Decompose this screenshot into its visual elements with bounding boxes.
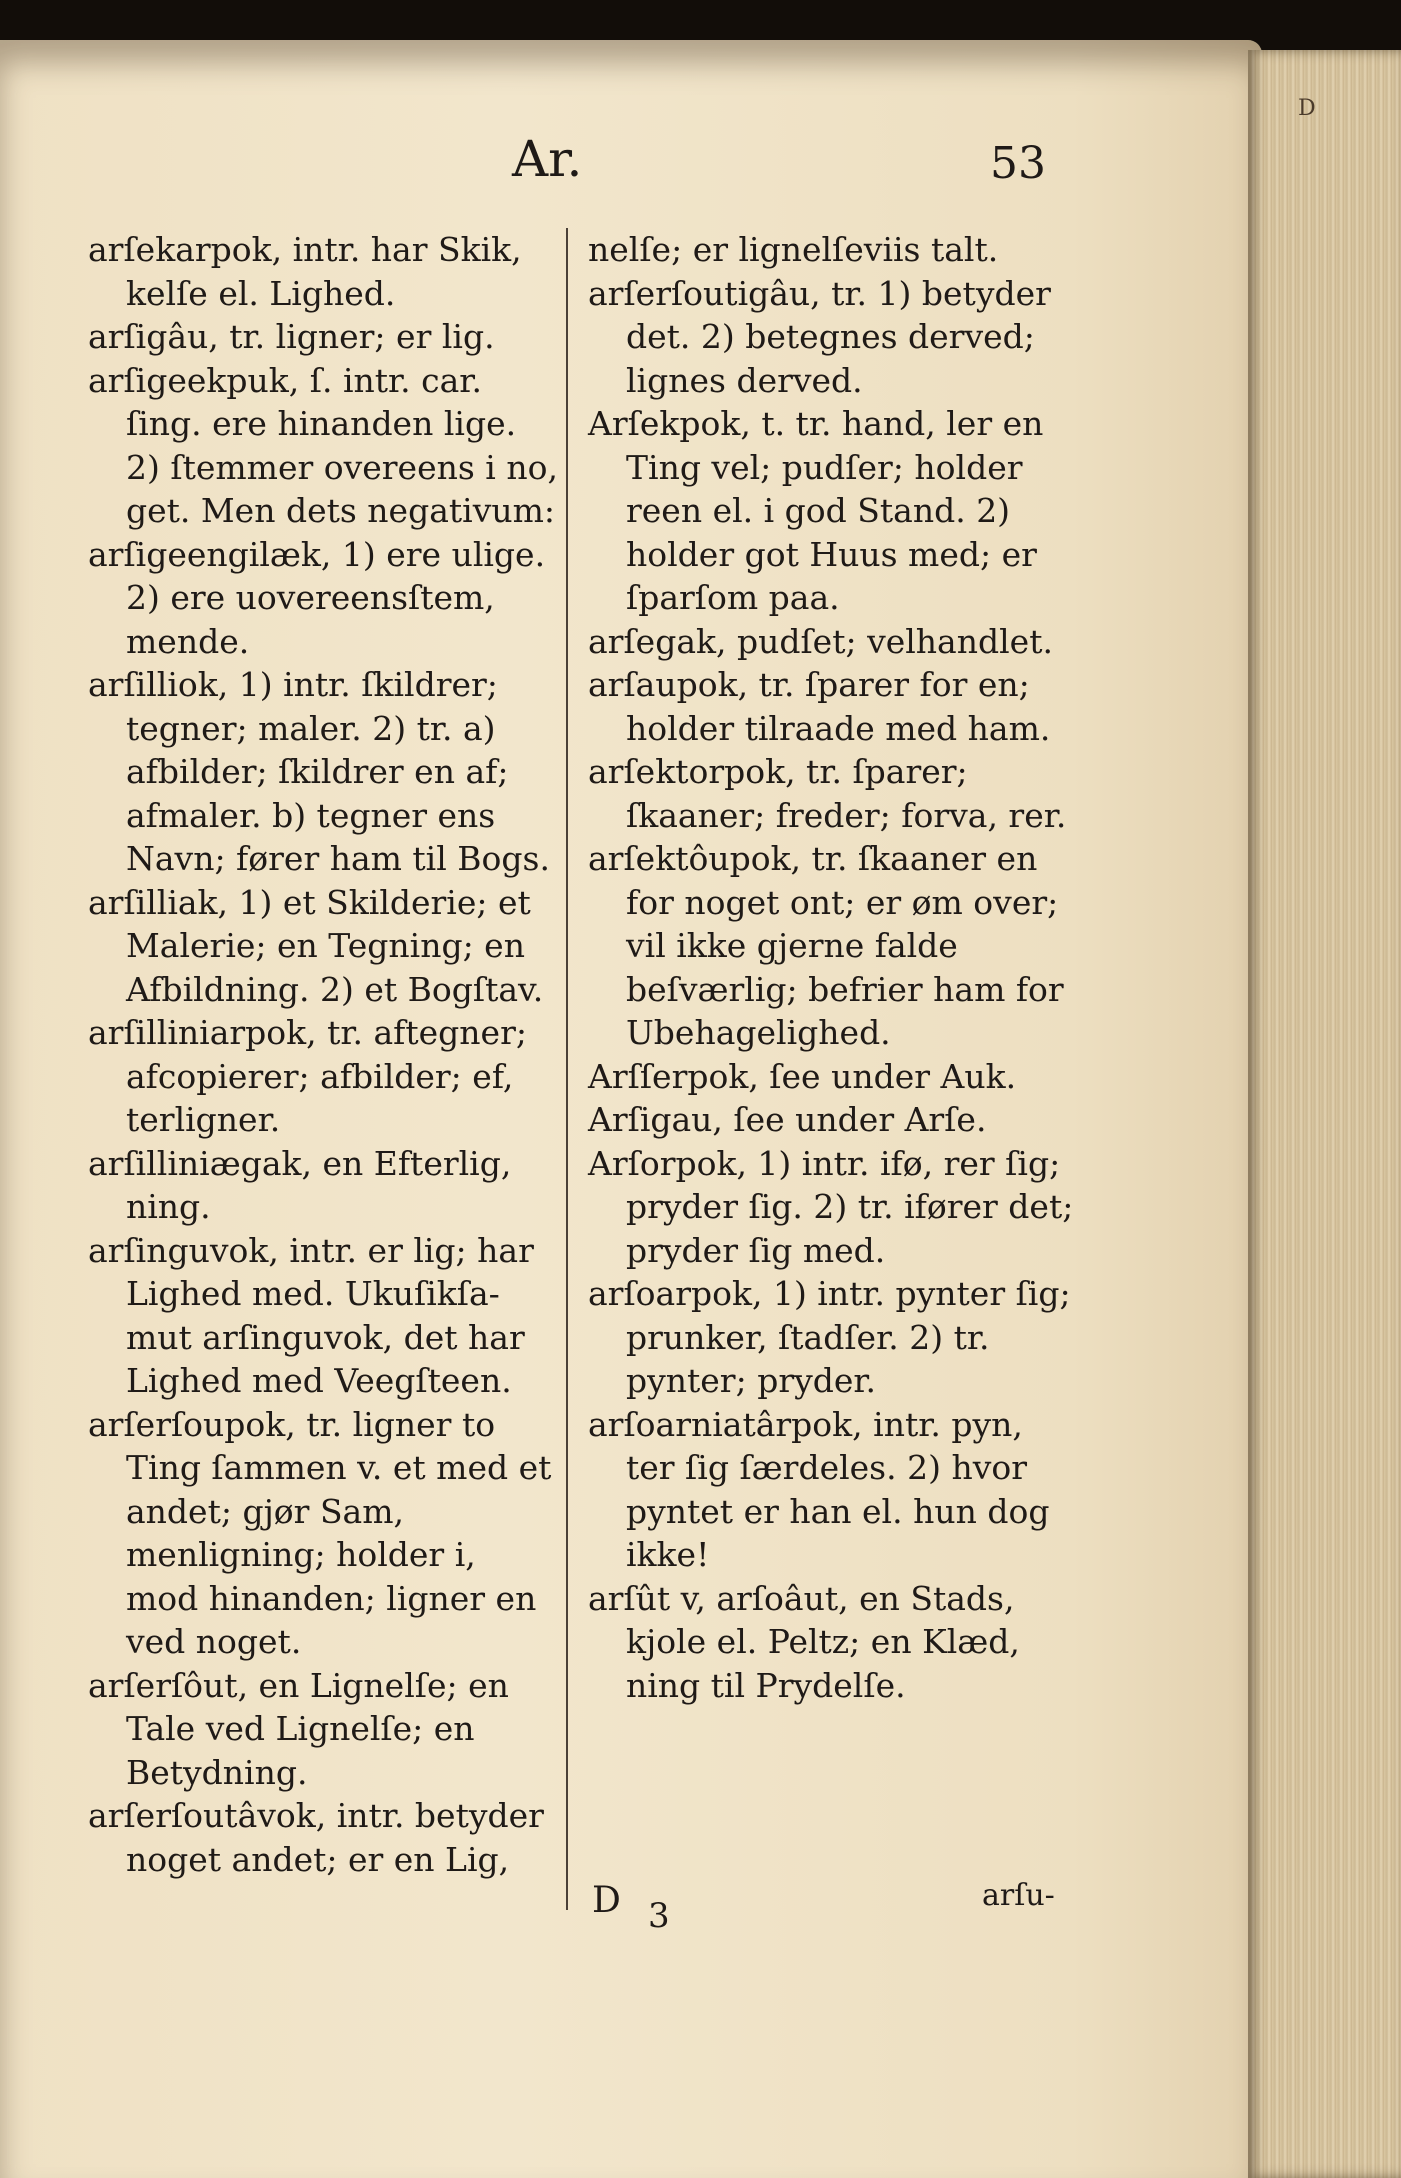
signature-mark: D [592,1880,621,1921]
entry: arſoarpok, 1) intr. pynter ſig; prunker, ſtadſer. 2) tr. pynter; pryder. [588,1274,1071,1400]
entry: arſoarniatârpok, intr. pyn, ter ſig ſærdeles. 2) hvor pyntet er han el. hun dog ikke! [588,1404,1050,1574]
left-column [88,228,558,1881]
entry: arſigeekpuk, ſ. intr. car. ſing. ere hinanden lige. 2) ſtemmer overeens i no, get. Men dets negativum: [88,360,558,530]
entry: arſektôupok, tr. ſkaaner en for noget ont; er øm over; vil ikke gjerne falde beſværlig; befrier ham for Ubehagelighed. [588,839,1064,1052]
page-number: 53 [990,138,1046,189]
entry: Arſorpok, 1) intr. ifø, rer ſig; pryder ſig. 2) tr. ifører det; pryder ſig med. [588,1143,1074,1270]
entry: arſilliniarpok, tr. aftegner; afcopierer; afbilder; ef, terligner. [88,1013,527,1139]
entry: arſerſoutâvok, intr. betyder noget andet; er en Lig, [88,1796,544,1879]
entry: Arſigau, ſee under Arſe. [588,1100,987,1139]
entry: arſerſoutigâu, tr. 1) betyder det. 2) betegnes derved; lignes derved. [588,273,1051,400]
right-column [588,228,1074,1707]
column-rule [566,228,568,1910]
entry: arſaupok, tr. ſparer for en; holder tilraade med ham. [588,665,1051,748]
entry: Arſſerpok, ſee under Auk. [588,1056,1017,1096]
entry: arſinguvok, intr. er lig; har Lighed med. Ukuſikſa- mut arſinguvok, det har Lighed med Veegſteen. [88,1230,534,1400]
edge-mark: D [1298,96,1316,121]
entry: arſilliak, 1) et Skilderie; et Malerie; en Tegning; en Afbildning. 2) et Bogſtav. [88,882,544,1009]
catchword: arſu- [982,1878,1055,1913]
entry: arſilliok, 1) intr. ſkildrer; tegner; maler. 2) tr. a) afbilder; ſkildrer en af; afmaler. b) tegner ens Navn; fører ham til Bogs. [88,665,550,878]
entry: arſût v, arſoâut, en Stads, kjole el. Peltz; en Klæd, ning til Prydelſe. [588,1578,1020,1705]
running-head: Ar. [512,130,583,188]
entry: Arſekpok, t. tr. hand, ler en Ting vel; pudſer; holder reen el. i god Stand. 2) holder got Huus med; er ſparſom paa. [588,404,1044,617]
page-edges [1248,50,1401,2178]
entry: arſigeengilæk, 1) ere ulige. 2) ere uovereensſtem, mende. [88,534,546,661]
entry: arſerſôut, en Lignelſe; en Tale ved Lignelſe; en Betydning. [88,1665,509,1792]
entry: arſekarpok, intr. har Skik, kelſe el. Lighed. [88,230,522,313]
entry: nelſe; er lignelſeviis talt. [588,230,999,269]
entry: arſerſoupok, tr. ligner to Ting ſammen v. et med et andet; gjør Sam, menligning; holder i, mod hinanden; ligner en ved noget. [88,1404,552,1661]
signature-number: 3 [648,1896,670,1936]
entry: arſilliniægak, en Efterlig, ning. [88,1143,512,1226]
entry: arſektorpok, tr. ſparer; ſkaaner; freder; forva, rer. [588,752,1067,835]
entry: arſegak, pudſet; velhandlet. [588,621,1053,661]
entry: arſigâu, tr. ligner; er lig. [88,317,495,356]
